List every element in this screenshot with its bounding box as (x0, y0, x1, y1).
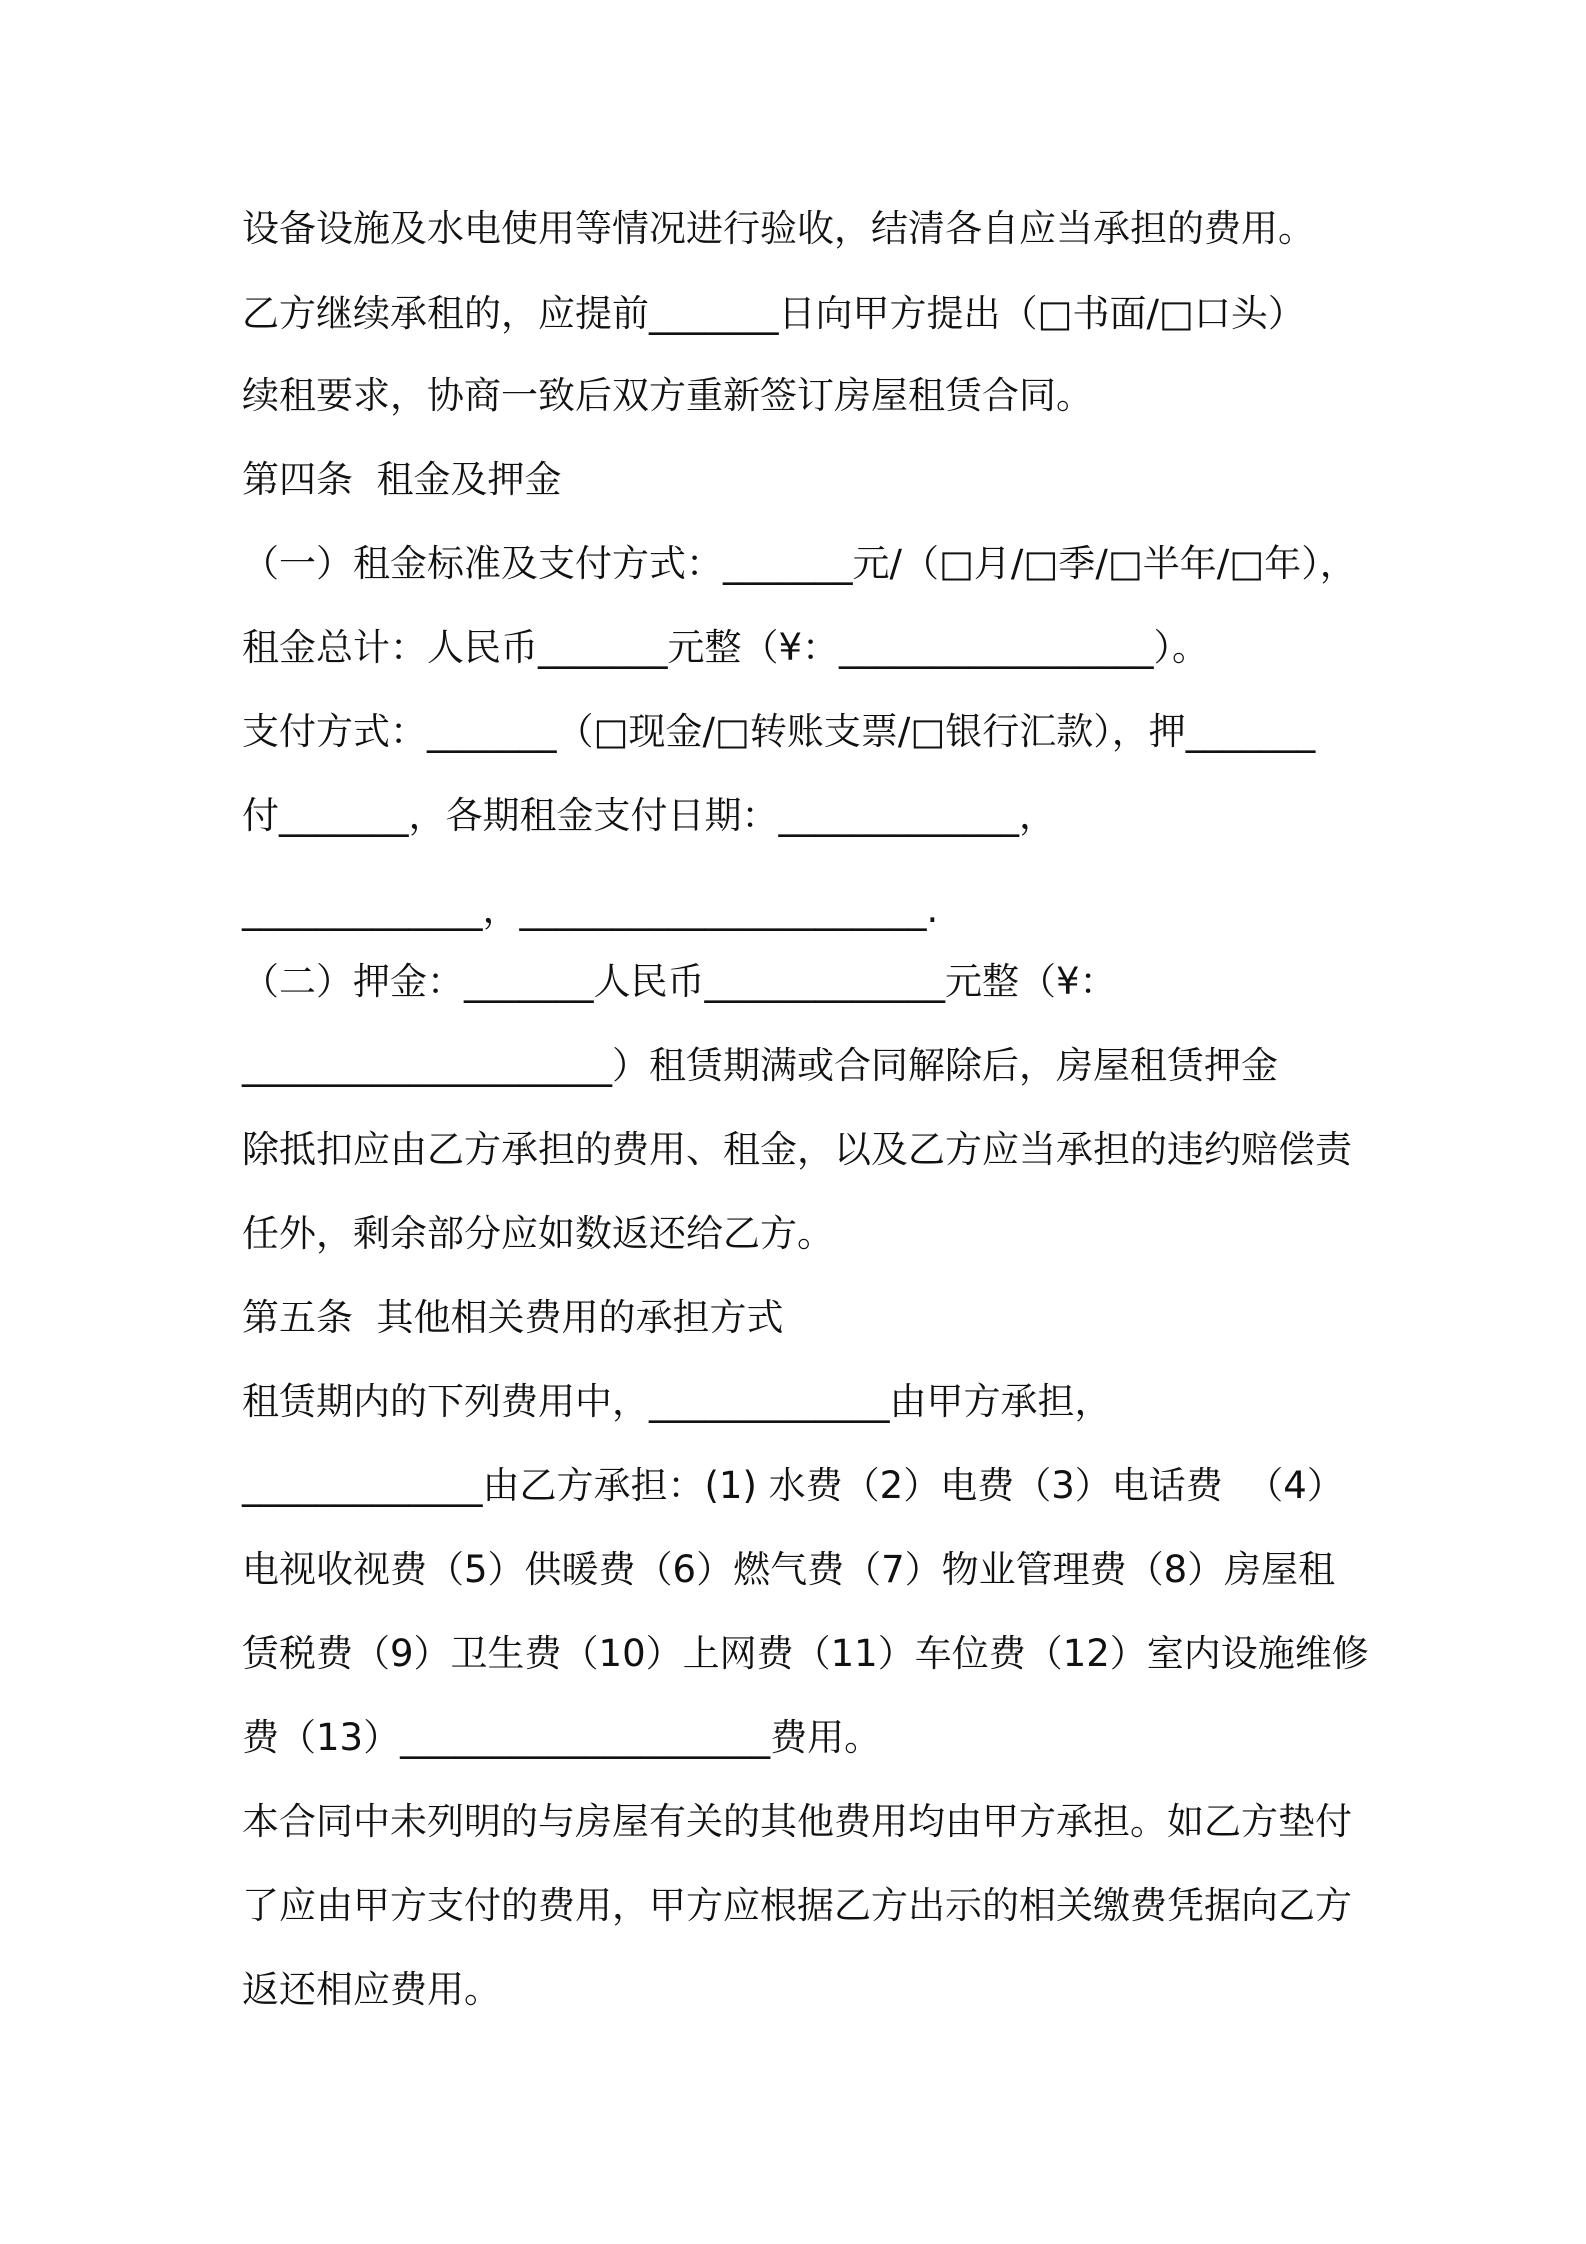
paragraph-line-7: 支付方式：_______（□现金/□转账支票/□银行汇款），押_______ (242, 710, 1316, 753)
paragraph-line-9: _____________，______________________. (242, 888, 939, 931)
paragraph-line-17: 电视收视费（5）供暖费（6）燃气费（7）物业管理费（8）房屋租 (242, 1548, 1336, 1591)
paragraph-line-2: 乙方继续承租的，应提前_______日向甲方提出（□书面/□口头） (242, 292, 1305, 335)
paragraph-line-12: 除抵扣应由乙方承担的费用、租金，以及乙方应当承担的违约赔偿责 (242, 1128, 1352, 1171)
paragraph-line-15: 租赁期内的下列费用中，_____________由甲方承担， (242, 1380, 1112, 1423)
paragraph-line-22: 返还相应费用。 (242, 1968, 501, 2011)
paragraph-line-6: 租金总计：人民币_______元整（¥：_________________）。 (242, 626, 1210, 669)
paragraph-line-19: 费（13）____________________费用。 (242, 1716, 882, 1759)
paragraph-line-8: 付_______，各期租金支付日期：_____________， (242, 794, 1056, 837)
paragraph-line-1: 设备设施及水电使用等情况进行验收，结清各自应当承担的费用。 (242, 207, 1315, 250)
section-heading-article-5: 第五条 其他相关费用的承担方式 (242, 1296, 784, 1339)
paragraph-line-16: _____________由乙方承担：(1) 水费（2）电费（3）电话费 （4） (242, 1464, 1344, 1507)
paragraph-line-18: 赁税费（9）卫生费（10）上网费（11）车位费（12）室内设施维修 (242, 1632, 1369, 1675)
paragraph-line-11: ____________________）租赁期满或合同解除后，房屋租赁押金 (242, 1044, 1278, 1087)
paragraph-line-13: 任外，剩余部分应如数返还给乙方。 (242, 1212, 834, 1255)
section-heading-article-4: 第四条 租金及押金 (242, 458, 562, 501)
paragraph-line-5: （一）租金标准及支付方式：_______元/（□月/□季/□半年/□年）， (242, 542, 1357, 585)
paragraph-line-10: （二）押金：_______人民币_____________元整（¥： (242, 960, 1117, 1003)
paragraph-line-20: 本合同中未列明的与房屋有关的其他费用均由甲方承担。如乙方垫付 (242, 1800, 1352, 1843)
paragraph-line-3: 续租要求，协商一致后双方重新签订房屋租赁合同。 (242, 374, 1093, 417)
paragraph-line-21: 了应由甲方支付的费用，甲方应根据乙方出示的相关缴费凭据向乙方 (242, 1884, 1352, 1927)
